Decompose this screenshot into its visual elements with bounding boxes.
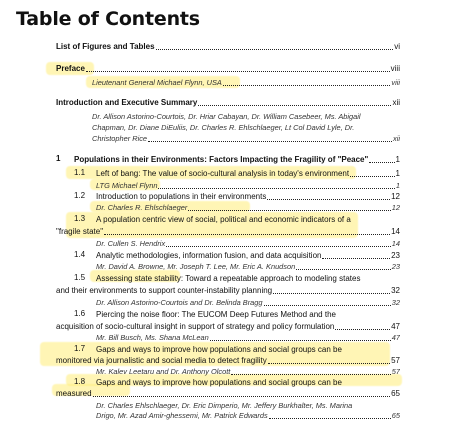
dot-leader bbox=[198, 104, 391, 106]
toc-author-1-6[interactable] bbox=[96, 332, 400, 343]
dot-leader bbox=[322, 257, 390, 259]
toc-entry-1-8-line1[interactable]: Gaps and ways to improve how populations and social groups can be bbox=[96, 378, 342, 387]
toc-page: 32 bbox=[391, 286, 400, 295]
section-number: 1.1 bbox=[74, 168, 86, 177]
toc-label: "fragile state" bbox=[56, 227, 104, 236]
dot-leader bbox=[86, 70, 390, 72]
toc-label: Populations in their Environments: Factors Impacting the Fragility of "Peace" bbox=[74, 155, 369, 164]
toc-page: viii bbox=[391, 78, 400, 87]
dot-leader bbox=[223, 84, 391, 86]
toc-author-1-8-line1[interactable]: Dr. Charles Ehlschlaeger, Dr. Eric Dimperio, Mr. Jeffery Burkhalter, Ms. Marina bbox=[96, 401, 353, 410]
dot-leader bbox=[369, 161, 394, 163]
toc-entry-1-1[interactable] bbox=[96, 168, 400, 179]
toc-page: 1 bbox=[395, 169, 400, 178]
author-label: Drigo, Mr. Azad Amir-ghessemi, Mr. Patrick Edwards bbox=[96, 411, 268, 420]
dot-leader bbox=[350, 175, 394, 177]
toc-author-1-2[interactable] bbox=[96, 202, 400, 213]
toc-entry-1-6-line1[interactable]: Piercing the noise floor: The EUCOM Deep Futures Method and the bbox=[96, 310, 336, 319]
toc-page: 23 bbox=[391, 251, 400, 260]
section-number: 1.8 bbox=[74, 377, 86, 386]
author-label: Dr. Charles R. Ehlschlaeger bbox=[96, 203, 188, 212]
dot-leader bbox=[166, 245, 391, 247]
dot-leader bbox=[264, 304, 391, 306]
toc-label: acquisition of socio-cultural insight in support of strategy and policy formulation bbox=[56, 322, 335, 331]
intro-authors-line1: Dr. Allison Astorino-Courtois, Dr. Hriar Cabayan, Dr. William Casebeer, Ms. Abigail bbox=[92, 112, 361, 121]
toc-author-1-7[interactable] bbox=[96, 366, 400, 377]
toc-page: 47 bbox=[391, 322, 400, 331]
toc-author-1-8[interactable] bbox=[96, 410, 400, 421]
toc-page: vi bbox=[394, 42, 400, 51]
toc-page: 12 bbox=[391, 192, 400, 201]
toc-entry-chapter-1[interactable] bbox=[74, 154, 400, 165]
author-label: Lieutenant General Michael Flynn, USA bbox=[92, 78, 222, 87]
toc-label: List of Figures and Tables bbox=[56, 42, 155, 51]
intro-authors-line3 bbox=[92, 133, 400, 144]
toc-entry-figures[interactable] bbox=[56, 41, 400, 52]
toc-entry-1-7[interactable] bbox=[56, 355, 400, 366]
toc-label: measured bbox=[56, 389, 92, 398]
toc-label: Preface bbox=[56, 64, 85, 73]
author-label: Dr. Cullen S. Hendrix bbox=[96, 239, 166, 248]
section-number: 1.4 bbox=[74, 250, 86, 259]
toc-label: Introduction to populations in their environments bbox=[96, 192, 267, 201]
toc-author-1-5[interactable] bbox=[96, 297, 400, 308]
toc-page: 14 bbox=[391, 227, 400, 236]
author-label: Christopher Rice bbox=[92, 134, 148, 143]
toc-page: 12 bbox=[391, 203, 400, 212]
toc-author-1-4[interactable] bbox=[96, 261, 400, 272]
toc-entry-1-6[interactable] bbox=[56, 321, 400, 332]
toc-page: 1 bbox=[395, 181, 400, 190]
toc-page: 57 bbox=[391, 367, 400, 376]
toc-entry-1-8[interactable] bbox=[56, 388, 400, 399]
toc-page: 57 bbox=[391, 356, 400, 365]
toc-label: monitored via journalistic and social media to detect fragility bbox=[56, 356, 267, 365]
toc-page: 65 bbox=[391, 411, 400, 420]
toc-entry-1-3[interactable] bbox=[56, 226, 400, 237]
intro-authors-line2: Chapman, Dr. Diane DiEuliis, Dr. Charles R. Ehlschlaeger, Lt Col David Lyle, Dr. bbox=[92, 123, 355, 132]
toc-page: 14 bbox=[391, 239, 400, 248]
toc-author-1-1[interactable] bbox=[96, 180, 400, 191]
toc-page: 47 bbox=[391, 333, 400, 342]
page-title: Table of Contents bbox=[16, 8, 200, 30]
chapter-number: 1 bbox=[56, 154, 61, 163]
toc-entry-1-4[interactable] bbox=[96, 250, 400, 261]
dot-leader bbox=[158, 187, 394, 189]
toc-page: 32 bbox=[391, 298, 400, 307]
dot-leader bbox=[269, 417, 391, 419]
section-number: 1.7 bbox=[74, 344, 86, 353]
dot-leader bbox=[273, 292, 390, 294]
toc-entry-1-2[interactable] bbox=[96, 191, 400, 202]
toc-label: Introduction and Executive Summary bbox=[56, 98, 198, 107]
section-number: 1.5 bbox=[74, 273, 86, 282]
toc-label: and their environments to support counter-instability planning bbox=[56, 286, 273, 295]
toc-entry-introduction[interactable] bbox=[56, 97, 400, 108]
dot-leader bbox=[104, 233, 390, 235]
author-label: LTG Michael Flynn bbox=[96, 181, 158, 190]
toc-author-1-3[interactable] bbox=[96, 238, 400, 249]
toc-entry-1-7-line1[interactable]: Gaps and ways to improve how populations and social groups can be bbox=[96, 345, 342, 354]
author-label: Mr. Bill Busch, Ms. Shana McLean bbox=[96, 333, 209, 342]
toc-entry-1-3-line1[interactable]: A population centric view of social, political and economic indicators of a bbox=[96, 215, 351, 224]
toc-page: 1 bbox=[395, 155, 400, 164]
author-label: Mr. Kalev Leetaru and Dr. Anthony Olcott bbox=[96, 367, 231, 376]
dot-leader bbox=[231, 373, 390, 375]
dot-leader bbox=[296, 268, 391, 270]
toc-page: viii bbox=[390, 64, 400, 73]
toc-page: 23 bbox=[391, 262, 400, 271]
author-label: Dr. Allison Astorino-Courtois and Dr. Belinda Bragg bbox=[96, 298, 263, 307]
author-label: Mr. David A. Browne, Mr. Joseph T. Lee, Mr. Eric A. Knudson bbox=[96, 262, 296, 271]
dot-leader bbox=[93, 395, 391, 397]
toc-label: Left of bang: The value of socio-cultural analysis in today's environment bbox=[96, 169, 350, 178]
toc-page: 65 bbox=[391, 389, 400, 398]
dot-leader bbox=[188, 209, 390, 211]
dot-leader bbox=[335, 328, 390, 330]
section-number: 1.6 bbox=[74, 309, 86, 318]
toc-entry-1-5-line1[interactable]: Assessing state stability: Toward a repeatable approach to modeling states bbox=[96, 274, 361, 283]
dot-leader bbox=[267, 198, 390, 200]
toc-entry-preface-author[interactable] bbox=[92, 77, 400, 88]
toc-entry-1-5[interactable] bbox=[56, 285, 400, 296]
toc-page: xii bbox=[393, 134, 400, 143]
section-number: 1.3 bbox=[74, 214, 86, 223]
dot-leader bbox=[156, 48, 394, 50]
toc-entry-preface[interactable] bbox=[56, 63, 400, 74]
dot-leader bbox=[268, 362, 390, 364]
toc-label: Analytic methodologies, information fusion, and data acquisition bbox=[96, 251, 322, 260]
dot-leader bbox=[148, 140, 392, 142]
dot-leader bbox=[210, 339, 391, 341]
toc-page: xii bbox=[392, 98, 400, 107]
section-number: 1.2 bbox=[74, 191, 86, 200]
